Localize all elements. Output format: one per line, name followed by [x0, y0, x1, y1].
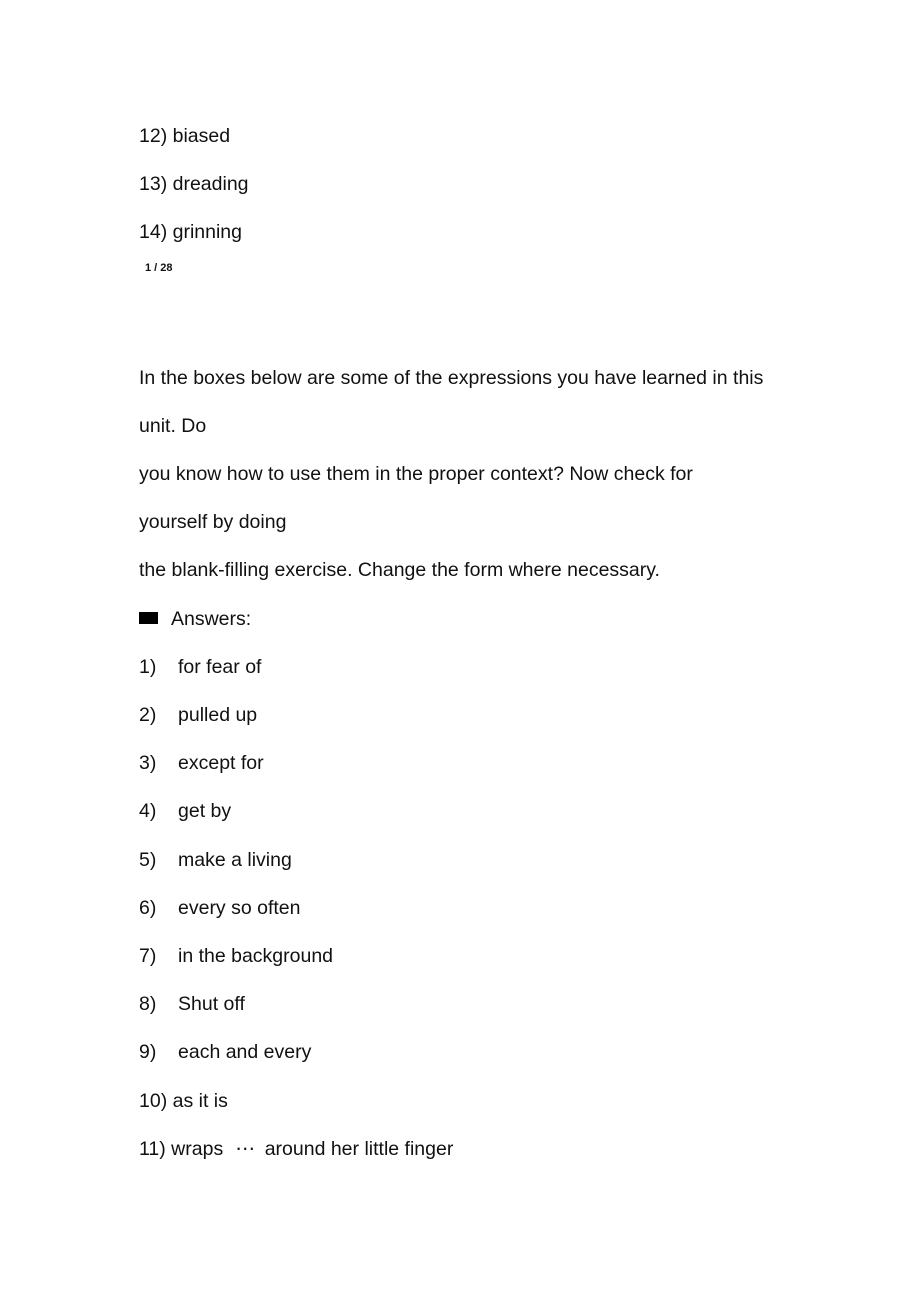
item-number: 11): [139, 1138, 166, 1160]
item-number: 5): [139, 849, 157, 871]
item-number: 8): [139, 993, 157, 1015]
item-text: every so often: [178, 897, 301, 919]
square-bullet-icon: [139, 612, 158, 624]
ellipsis-mark: ⋯: [235, 1138, 255, 1160]
item-text: each and every: [178, 1041, 312, 1063]
item-text: grinning: [172, 221, 242, 243]
item-text: for fear of: [178, 656, 262, 678]
answer-item-2: [139, 703, 257, 727]
instruction-line-3: you know how to use them in the proper context? Now check for: [139, 463, 693, 485]
item-number: 14): [139, 221, 168, 243]
item-number: 9): [139, 1041, 157, 1063]
item-number: 13): [139, 173, 168, 195]
answer-item-11: [139, 1137, 453, 1161]
item-number: 7): [139, 945, 157, 967]
answer-item-7: [139, 944, 333, 968]
item-number: 3): [139, 752, 157, 774]
item-text-part-2: around her little finger: [264, 1138, 454, 1160]
answer-item-10: [139, 1089, 228, 1113]
item-number: 6): [139, 897, 157, 919]
item-number: 2): [139, 704, 157, 726]
item-text: as it is: [172, 1090, 228, 1112]
item-text-part-1: wraps: [171, 1138, 224, 1160]
instruction-line-2: unit. Do: [139, 415, 207, 437]
item-text: dreading: [172, 173, 249, 195]
item-text: biased: [172, 125, 231, 147]
answer-item-8: [139, 992, 245, 1016]
item-text: pulled up: [178, 704, 258, 726]
answer-item-5: [139, 848, 292, 872]
item-number: 12): [139, 125, 168, 147]
instruction-line-1: In the boxes below are some of the expressions you have learned in this: [139, 367, 764, 389]
answer-item-9: [139, 1040, 311, 1064]
item-text: make a living: [178, 849, 292, 871]
item-text: except for: [178, 752, 264, 774]
list-item-13: [139, 172, 249, 196]
item-number: 1): [139, 656, 157, 678]
item-number: 10): [139, 1090, 168, 1112]
answers-label: Answers:: [171, 608, 252, 630]
answer-item-6: [139, 896, 300, 920]
instruction-line-5: the blank-filling exercise. Change the form where necessary.: [139, 559, 660, 581]
item-text: get by: [178, 800, 232, 822]
item-text: in the background: [178, 945, 334, 967]
list-item-12: [139, 124, 230, 148]
instruction-line-4: yourself by doing: [139, 511, 287, 533]
item-number: 4): [139, 800, 157, 822]
list-item-14: [139, 220, 242, 244]
answers-heading: [139, 607, 251, 631]
page-indicator: 1 / 28: [145, 262, 173, 274]
answer-item-1: [139, 655, 261, 679]
answer-item-3: [139, 751, 264, 775]
answer-item-4: [139, 799, 231, 823]
item-text: Shut off: [178, 993, 245, 1015]
